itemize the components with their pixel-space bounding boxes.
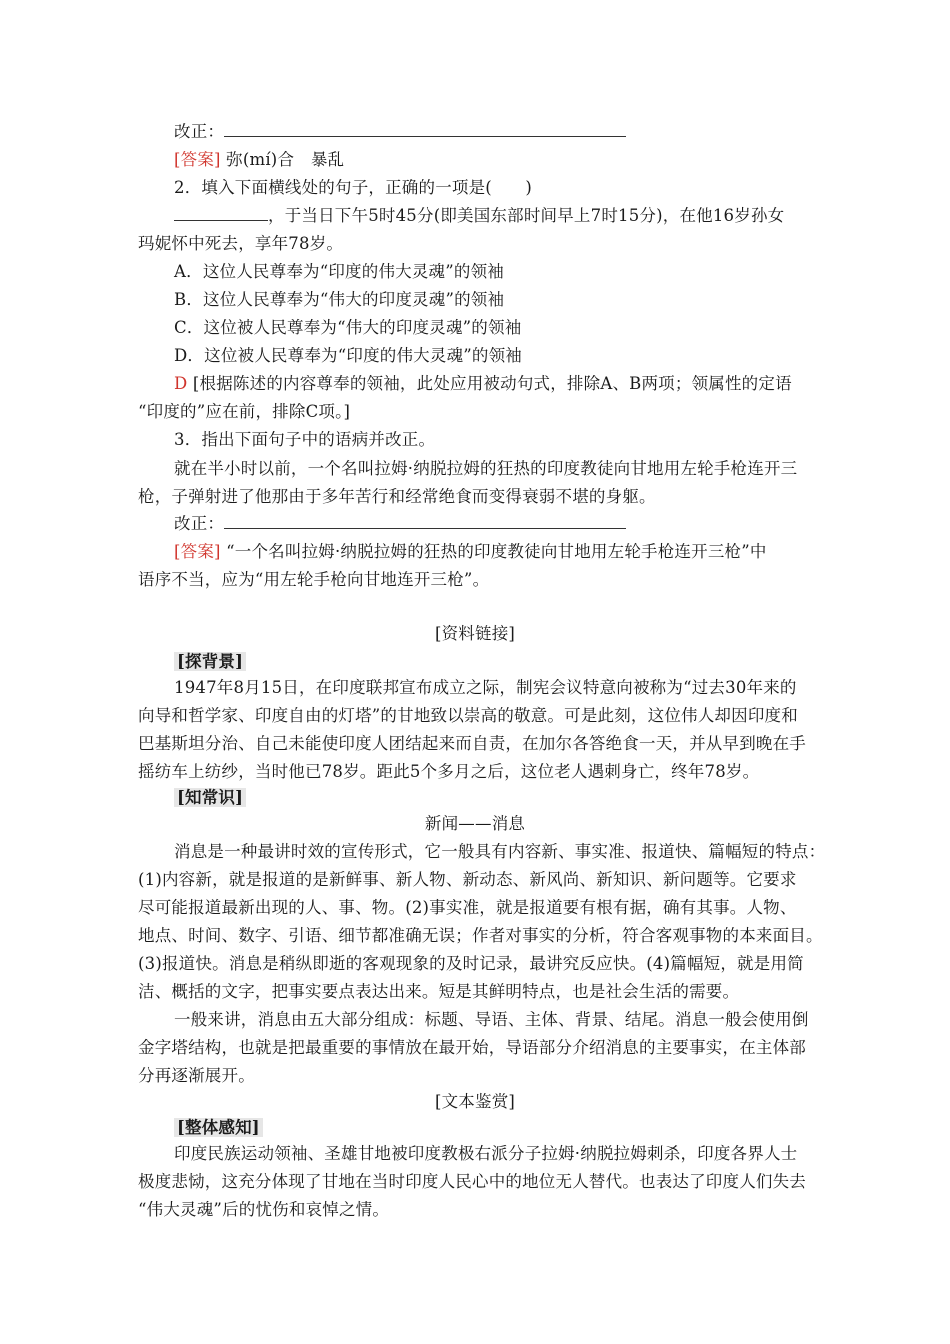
knowledge-p2-line-2: 金字塔结构，也就是把最重要的事情放在最开始，导语部分介绍消息的主要事实，在主体部 (138, 1038, 806, 1057)
q3-sentence-line2: 枪，子弹射进了他那由于多年苦行和经常绝食而变得衰弱不堪的身躯。 (138, 487, 656, 506)
knowledge-p1-line-3: 尽可能报道最新出现的人、事、物。(2)事实准，就是报道要有根有据，确有其事。人物、 (138, 898, 797, 917)
q2-explanation-line2: “印度的”应在前，排除C项。] (138, 402, 351, 421)
q2-sentence-line2: 玛妮怀中死去，享年78岁。 (138, 234, 344, 253)
correction-blank (224, 120, 626, 137)
q3-correction-line: 改正： (174, 512, 854, 536)
q2-option-d: D．这位被人民尊奉为“印度的伟大灵魂”的领袖 (174, 346, 522, 365)
q3-stem: 3．指出下面句子中的语病并改正。 (174, 430, 436, 449)
background-tag-line (174, 650, 854, 674)
overall-tag: [整体感知] (174, 1118, 263, 1137)
knowledge-tag-line (174, 786, 854, 810)
overall-tag-line (174, 1116, 854, 1140)
knowledge-p1-line-1: 消息是一种最讲时效的宣传形式，它一般具有内容新、事实准、报道快、篇幅短的特点： (174, 842, 826, 861)
appreciation-heading: [文本鉴赏] (434, 1092, 516, 1111)
knowledge-title: 新闻——消息 (424, 814, 526, 833)
q1-answer: [答案] 弥(mí)合 暴乱 (174, 150, 345, 169)
appreciation-line-2: 极度悲恸，这充分体现了甘地在当时印度人民心中的地位无人替代。也表达了印度人们失去 (138, 1172, 806, 1191)
knowledge-p2-line-1: 一般来讲，消息由五大部分组成：标题、导语、主体、背景、结尾。消息一般会使用倒 (174, 1010, 809, 1029)
knowledge-p2-line-3: 分再逐渐展开。 (138, 1066, 255, 1085)
q2-option-c: C．这位被人民尊奉为“伟大的印度灵魂”的领袖 (174, 318, 522, 337)
background-line-4: 摇纺车上纺纱，当时他已78岁。距此5个多月之后，这位老人遇刺身亡，终年78岁。 (138, 762, 760, 781)
q3-answer: [答案] “一个名叫拉姆·纳脱拉姆的狂热的印度教徒向甘地用左轮手枪连开三枪”中 (174, 542, 767, 561)
answer-tag: [答案] (174, 150, 221, 169)
answer-letter: D (174, 374, 188, 393)
appreciation-line-3: “伟大灵魂”后的忧伤和哀悼之情。 (138, 1200, 390, 1219)
background-line-1: 1947年8月15日，在印度联邦宣布成立之际，制宪会议特意向被称为“过去30年来的 (174, 678, 797, 697)
q2-stem: 2．填入下面横线处的句子，正确的一项是( ) (174, 178, 532, 197)
q2-answer: D [根据陈述的内容尊奉的领袖，此处应用被动句式，排除A、B两项；领属性的定语 (174, 374, 792, 393)
q3-sentence-line1: 就在半小时以前，一个名叫拉姆·纳脱拉姆的狂热的印度教徒向甘地用左轮手枪连开三 (174, 459, 798, 478)
background-line-3: 巴基斯坦分治、自己未能使印度人团结起来而自责，在加尔各答绝食一天，并从早到晚在手 (138, 734, 806, 753)
knowledge-tag: [知常识] (174, 788, 246, 807)
knowledge-p1-line-5: (3)报道快。消息是稍纵即逝的客观现象的及时记录，最讲究反应快。(4)篇幅短，就是用简 (138, 954, 804, 973)
fill-blank (174, 204, 268, 221)
q3-answer-line2: 语序不当，应为“用左轮手枪向甘地连开三枪”。 (138, 570, 490, 589)
q2-option-b: B．这位人民尊奉为“伟大的印度灵魂”的领袖 (174, 290, 505, 309)
background-tag: [探背景] (174, 652, 246, 671)
resource-heading: [资料链接] (434, 624, 516, 643)
correction-blank (224, 512, 626, 529)
appreciation-line-1: 印度民族运动领袖、圣雄甘地被印度教极右派分子拉姆·纳脱拉姆刺杀，印度各界人士 (174, 1144, 798, 1163)
q1-correction-line: 改正： (174, 120, 854, 144)
q2-sentence-line1: ，于当日下午5时45分(即美国东部时间早上7时15分)，在他16岁孙女 (174, 204, 854, 228)
background-line-2: 向导和哲学家、印度自由的灯塔”的甘地致以崇高的敬意。可是此刻，这位伟人却因印度和 (138, 706, 798, 725)
knowledge-p1-line-2: (1)内容新，就是报道的是新鲜事、新人物、新动态、新风尚、新知识、新问题等。它要求 (138, 870, 797, 889)
knowledge-p1-line-6: 洁、概括的文字，把事实要点表达出来。短是其鲜明特点，也是社会生活的需要。 (138, 982, 740, 1001)
q2-option-a: A．这位人民尊奉为“印度的伟大灵魂”的领袖 (174, 262, 504, 281)
answer-tag: [答案] (174, 542, 221, 561)
knowledge-p1-line-4: 地点、时间、数字、引语、细节都准确无误；作者对事实的分析，符合客观事物的本来面目。 (138, 926, 823, 945)
